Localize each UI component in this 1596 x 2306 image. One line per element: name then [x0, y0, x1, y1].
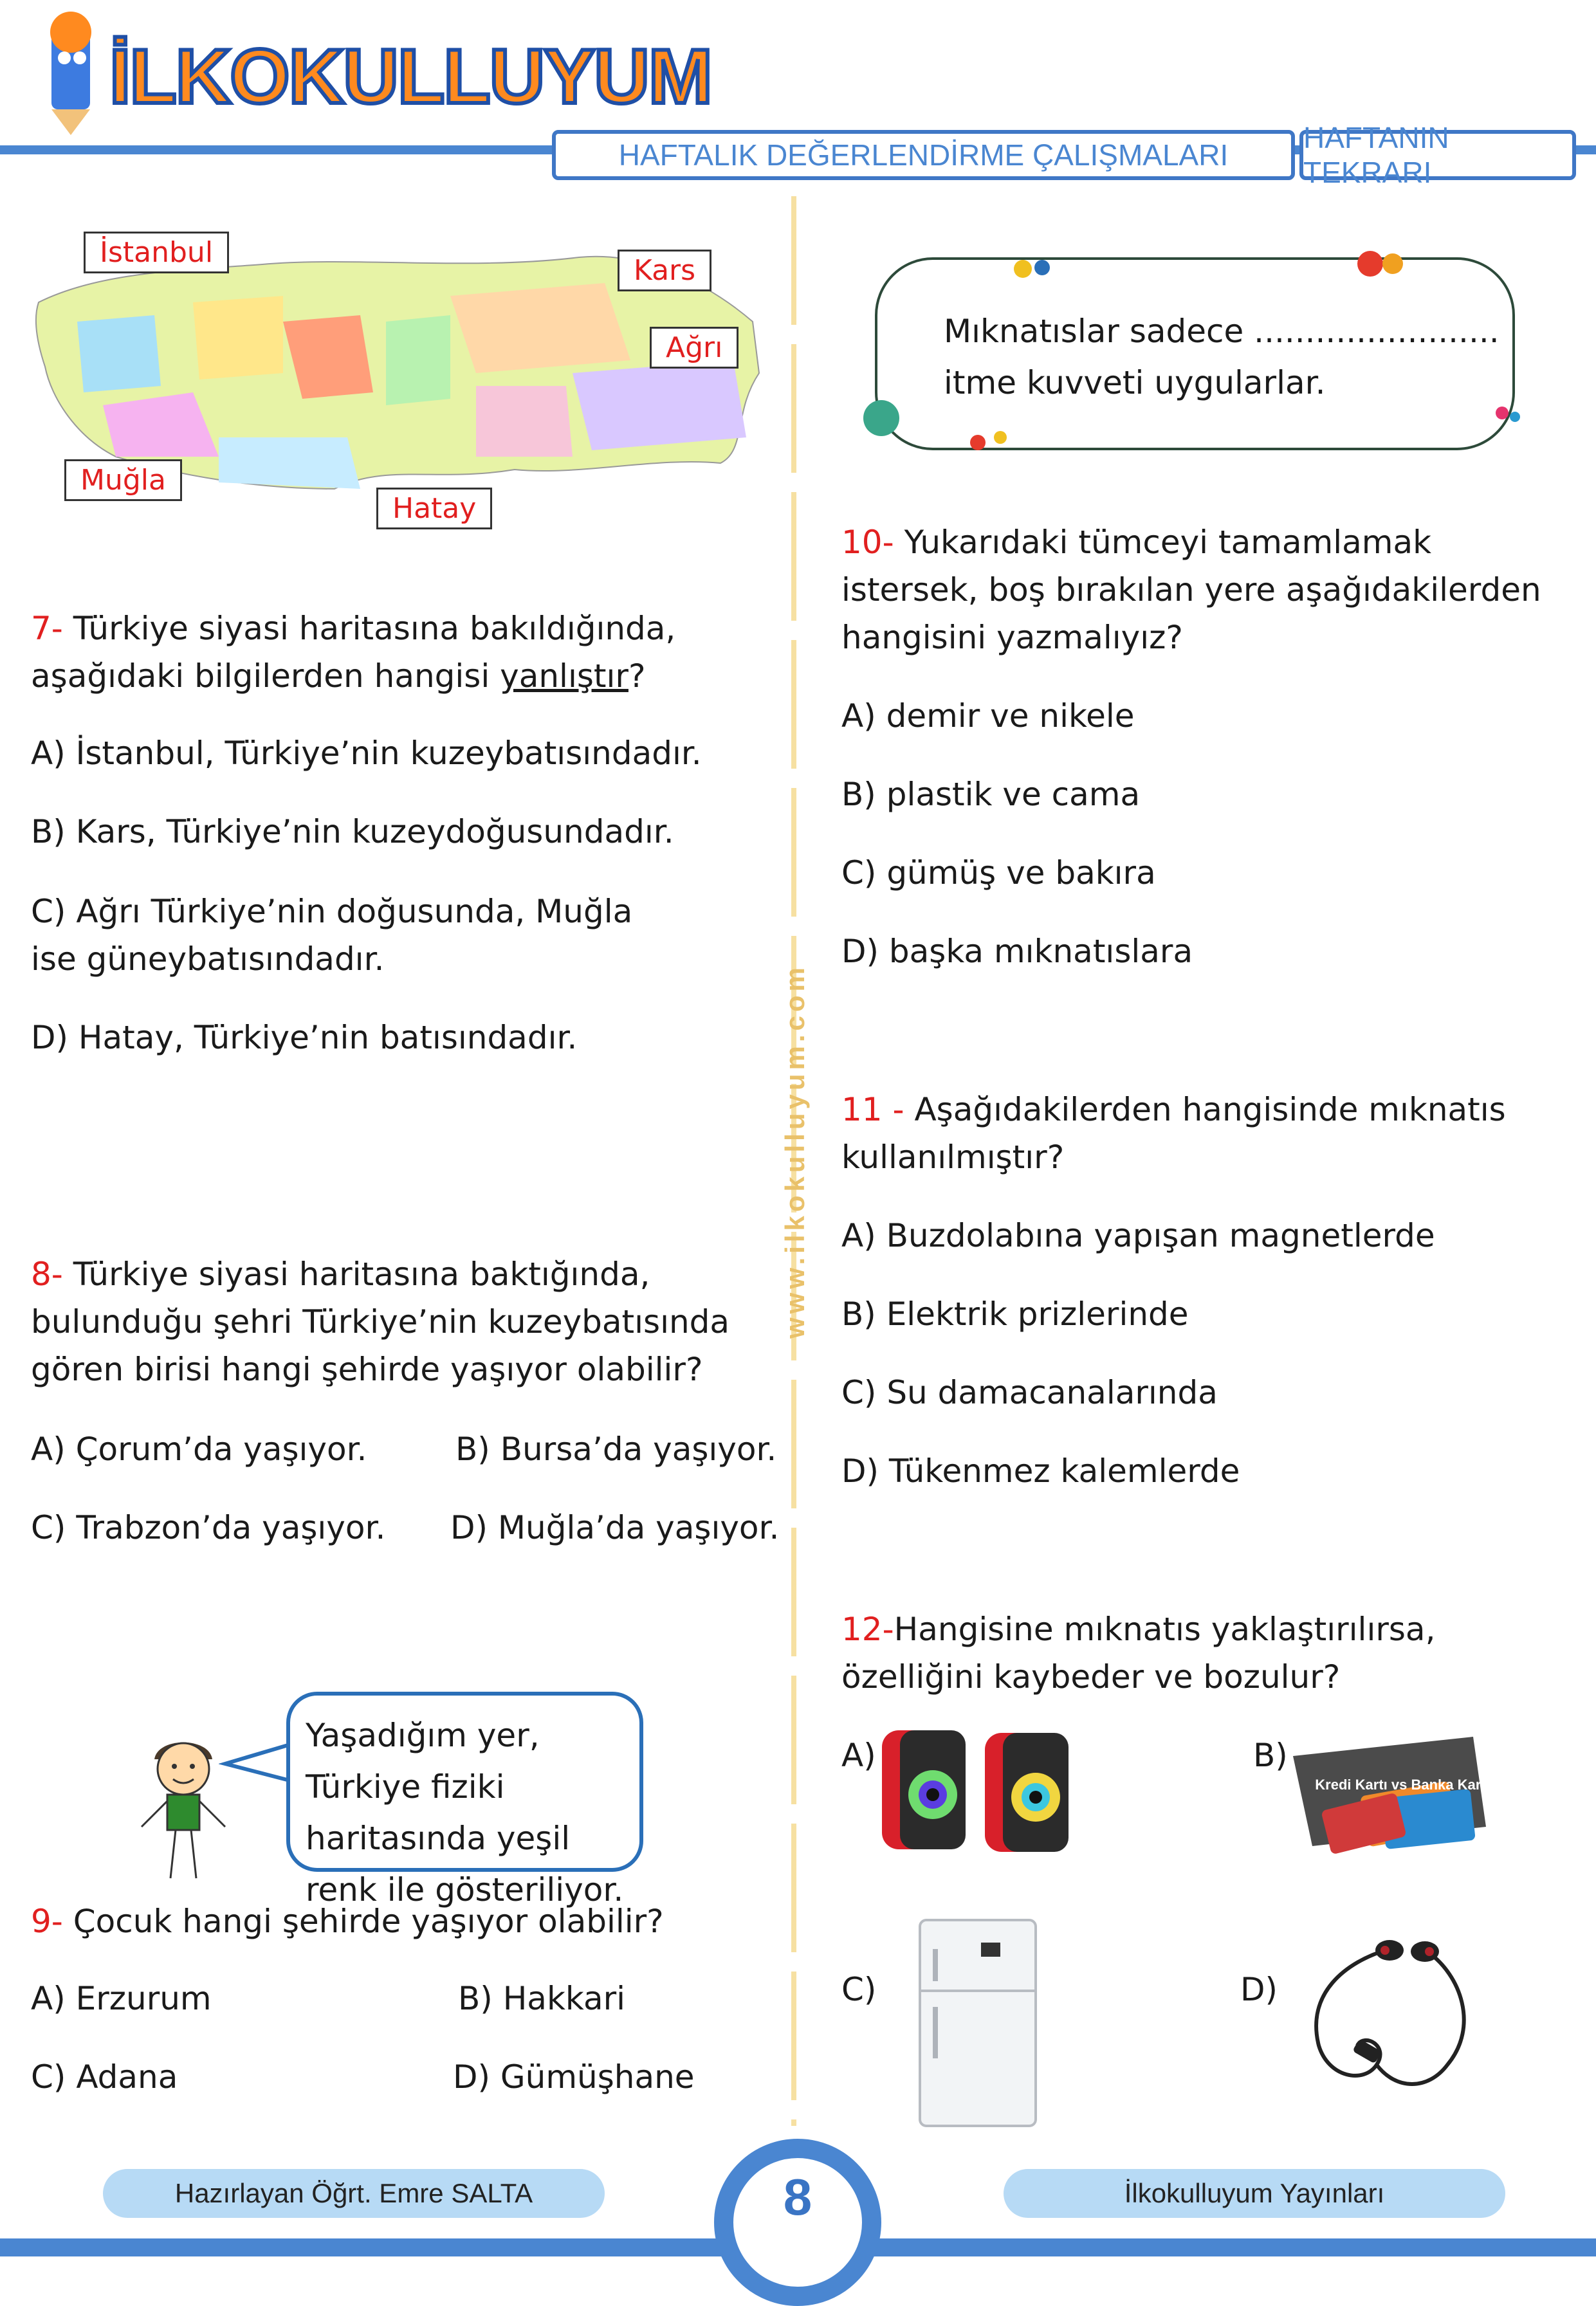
question-12 [841, 1606, 1575, 1701]
option-a[interactable]: A) demir ve nikele [841, 697, 1135, 735]
option-c[interactable]: C) Trabzon’da yaşıyor. [31, 1509, 386, 1546]
footer-author: Hazırlayan Öğrt. Emre SALTA [103, 2169, 605, 2218]
option-b[interactable]: B) Kars, Türkiye’nin kuzeydoğusundadır. [31, 813, 674, 850]
header-title: HAFTALIK DEĞERLENDİRME ÇALIŞMALARI [552, 130, 1295, 180]
question-number: 12- [841, 1611, 894, 1648]
logo [26, 6, 711, 142]
question-number: 8- [31, 1256, 63, 1293]
option-c[interactable]: C) Ağrı Türkiye’nin doğusunda, Muğla ise güneybatısındadır. [31, 893, 633, 978]
question-text-end: ? [628, 657, 646, 695]
option-c[interactable]: C) [841, 1971, 877, 2008]
option-d[interactable]: D) [1240, 1971, 1278, 2008]
question-text: Çocuk hangi şehirde yaşıyor olabilir? [62, 1903, 664, 1940]
option-d[interactable]: D) Tükenmez kalemlerde [841, 1452, 1240, 1490]
card-caption: Kredi Kartı vs Banka Kartı [1315, 1777, 1490, 1793]
question-7 [31, 605, 764, 700]
option-b[interactable]: B) Hakkari [458, 1980, 626, 2017]
map-label-istanbul: İstanbul [84, 232, 229, 273]
option-c[interactable]: C) gümüş ve bakıra [841, 854, 1156, 892]
header-subtitle: HAFTANIN TEKRARI [1299, 130, 1576, 180]
footer-publisher: İlkokulluyum Yayınları [1004, 2169, 1505, 2218]
pencil-mascot-icon [26, 6, 116, 135]
question-number: 7- [31, 610, 63, 647]
option-c[interactable]: C) Su damacanalarında [841, 1374, 1218, 1411]
question-8 [31, 1250, 771, 1393]
question-text: Hangisine mıknatıs yaklaştırılırsa, özelliğini kaybeder ve bozulur? [841, 1611, 1436, 1696]
question-text: Türkiye siyasi haritasına bakıldığında, aşağıdaki bilgilerden hangisi [31, 610, 676, 695]
map-label-hatay: Hatay [376, 488, 492, 529]
map-label-agri: Ağrı [650, 327, 738, 369]
question-9 [31, 1898, 771, 1945]
option-b[interactable]: B) plastik ve cama [841, 776, 1141, 813]
cloud-line-1: Mıknatıslar sadece ........................ [944, 313, 1500, 350]
question-11 [841, 1086, 1549, 1181]
option-b[interactable]: B) Elektrik prizlerinde [841, 1295, 1189, 1333]
option-b[interactable]: B) Bursa’da yaşıyor. [455, 1431, 777, 1468]
question-number: 11 - [841, 1091, 904, 1128]
option-a[interactable]: A) İstanbul, Türkiye’nin kuzeybatısındadır. [31, 735, 702, 772]
question-text: Türkiye siyasi haritasına baktığında, bulunduğu şehri Türkiye’nin kuzeybatısında gören birisi hangi şehirde yaşıyor olabilir? [31, 1256, 730, 1388]
question-10 [841, 518, 1575, 661]
speech-bubble-tail-icon [219, 1730, 296, 1795]
option-d[interactable]: D) başka mıknatıslara [841, 933, 1193, 970]
earphones-icon [1293, 1936, 1486, 2103]
option-d[interactable]: D) Muğla’da yaşıyor. [450, 1509, 780, 1546]
cloud-line-2: itme kuvveti uygularlar. [944, 364, 1326, 401]
option-a[interactable]: A) Buzdolabına yapışan magnetlerde [841, 1217, 1435, 1254]
option-a[interactable]: A) Erzurum [31, 1980, 212, 2017]
speakers-icon [878, 1724, 1078, 1859]
question-text: Aşağıdakilerden hangisinde mıknatıs kullanılmıştır? [841, 1091, 1506, 1176]
refrigerator-icon [913, 1917, 1042, 2129]
question-number: 10- [841, 524, 894, 561]
speech-bubble: Yaşadığım yer, Türkiye fiziki haritasında yeşil renk ile gösteriliyor. [286, 1692, 643, 1872]
option-b[interactable]: B) [1253, 1737, 1288, 1774]
map-label-mugla: Muğla [64, 459, 182, 501]
question-emphasis: yanlıştır [500, 657, 628, 695]
page-number: 8 [783, 2168, 812, 2226]
option-c[interactable]: C) Adana [31, 2058, 178, 2096]
question-text: Yukarıdaki tümceyi tamamlamak istersek, boş bırakılan yere aşağıdakilerden hangisini yazmalıyız? [841, 524, 1541, 656]
logo-text: İLKOKULLUYUM [109, 33, 711, 120]
option-d[interactable]: D) Gümüşhane [453, 2058, 695, 2096]
question-number: 9- [31, 1903, 63, 1940]
option-a[interactable]: A) Çorum’da yaşıyor. [31, 1431, 367, 1468]
option-d[interactable]: D) Hatay, Türkiye’nin batısındadır. [31, 1019, 578, 1056]
watermark: www.ilkokulluyum.com [780, 964, 810, 1339]
option-a[interactable]: A) [841, 1737, 876, 1774]
map-label-kars: Kars [618, 250, 711, 291]
